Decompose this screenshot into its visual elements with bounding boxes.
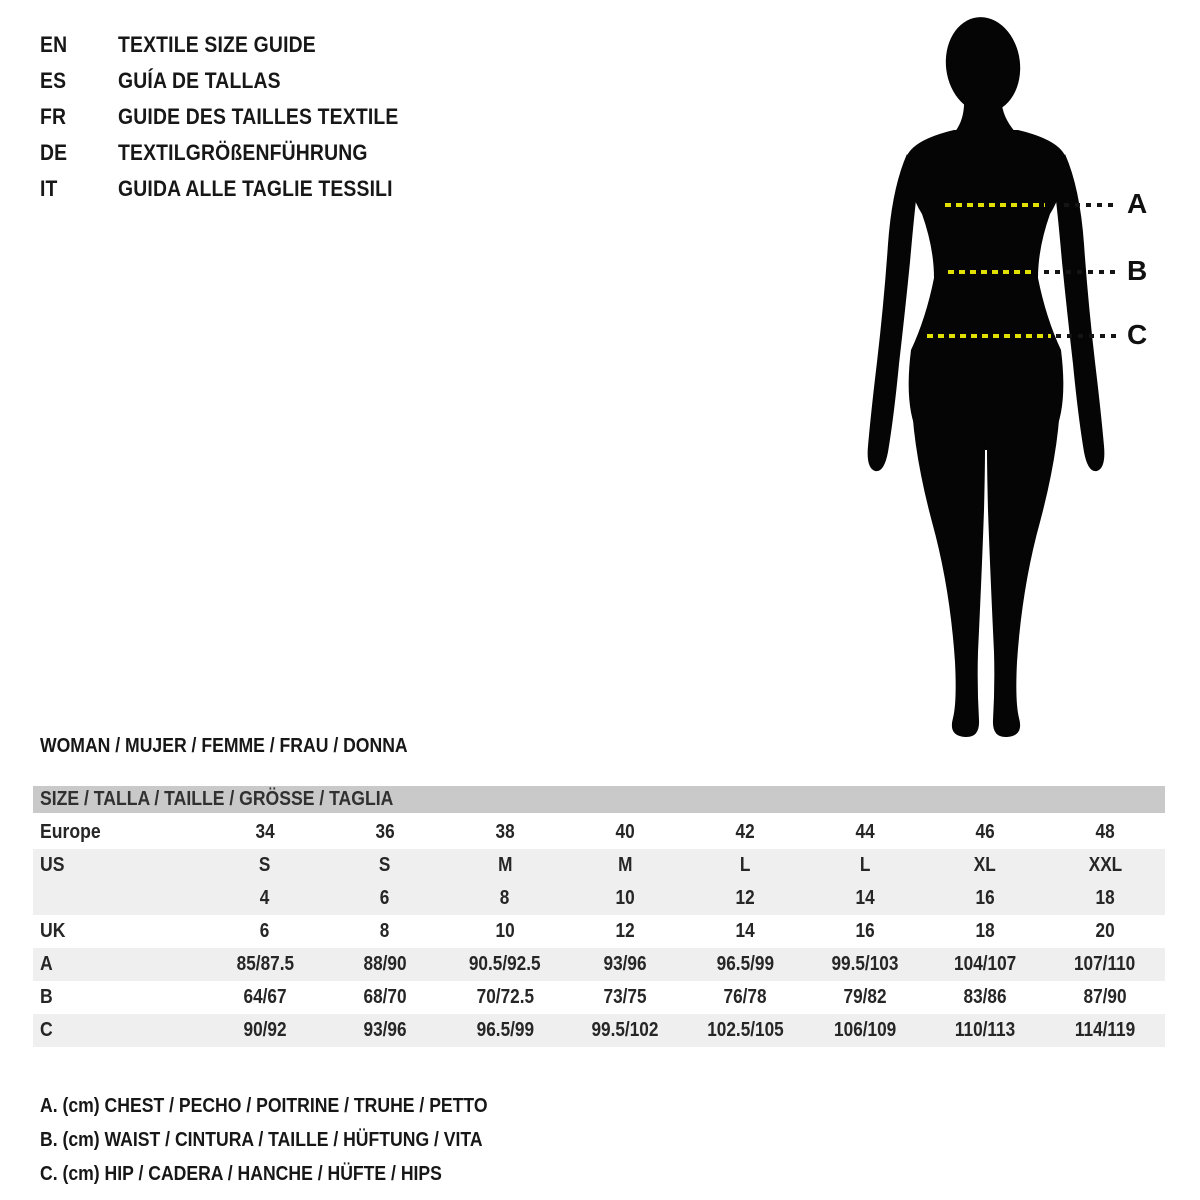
size-cell-text: 48 bbox=[1095, 821, 1115, 843]
language-label: GUIDA ALLE TAGLIE TESSILI bbox=[118, 176, 393, 201]
language-title-list bbox=[40, 27, 437, 207]
language-label: GUIDE DES TAILLES TEXTILE bbox=[118, 104, 399, 129]
size-table-row bbox=[33, 1014, 1165, 1047]
chest-callout-dots bbox=[1064, 203, 1116, 207]
size-cell-text: 12 bbox=[735, 887, 755, 909]
size-cell bbox=[445, 981, 565, 1014]
size-cell-text: 106/109 bbox=[833, 1019, 897, 1041]
measurement-line-waist bbox=[0, 255, 1200, 286]
size-row-label bbox=[33, 948, 205, 981]
size-cell-text: 8 bbox=[380, 920, 390, 942]
size-cell bbox=[925, 1014, 1045, 1047]
language-code: IT bbox=[40, 176, 58, 201]
size-cell-text: 90.5/92.5 bbox=[469, 953, 541, 975]
size-row-label bbox=[33, 816, 205, 849]
size-cell bbox=[325, 882, 445, 915]
size-cell bbox=[685, 948, 805, 981]
woman-silhouette-figure bbox=[850, 8, 1118, 738]
size-cell bbox=[805, 981, 925, 1014]
legend-item-text: A. (cm) CHEST / PECHO / POITRINE / TRUHE / PETTO bbox=[40, 1095, 488, 1117]
size-cell-text: 18 bbox=[1095, 887, 1115, 909]
size-cell bbox=[925, 816, 1045, 849]
size-cell bbox=[1045, 1014, 1165, 1047]
size-cell bbox=[925, 849, 1045, 882]
language-item bbox=[40, 99, 437, 135]
language-code: ES bbox=[40, 68, 67, 93]
language-label: TEXTILGRÖßENFÜHRUNG bbox=[118, 140, 368, 165]
size-cell-text: 96.5/99 bbox=[716, 953, 774, 975]
size-cell bbox=[1045, 849, 1165, 882]
size-cell bbox=[805, 882, 925, 915]
size-cell-text: 36 bbox=[375, 821, 395, 843]
size-cell bbox=[685, 981, 805, 1014]
size-cell-text: 79/82 bbox=[843, 986, 887, 1008]
silhouette-right-leg bbox=[987, 368, 1061, 737]
size-cell-text: M bbox=[497, 854, 513, 876]
size-cell-text: 6 bbox=[380, 887, 390, 909]
size-table-row bbox=[33, 981, 1165, 1014]
size-cell-text: 99.5/103 bbox=[831, 953, 899, 975]
silhouette-left-arm bbox=[868, 154, 917, 471]
size-cell-text: 16 bbox=[855, 920, 875, 942]
size-cell-text: 90/92 bbox=[243, 1019, 287, 1041]
size-cell-text: 87/90 bbox=[1083, 986, 1127, 1008]
size-cell bbox=[1045, 981, 1165, 1014]
size-cell bbox=[1045, 816, 1165, 849]
size-cell-text: 110/113 bbox=[954, 1019, 1016, 1041]
size-cell bbox=[565, 948, 685, 981]
size-cell bbox=[445, 816, 565, 849]
size-cell-text: 4 bbox=[260, 887, 270, 909]
measurement-line-hip bbox=[0, 319, 1200, 350]
size-cell bbox=[325, 816, 445, 849]
marker-label-c: C bbox=[1127, 319, 1148, 350]
language-label: GUÍA DE TALLAS bbox=[118, 68, 281, 93]
size-cell-text: 64/67 bbox=[243, 986, 287, 1008]
size-table-row bbox=[33, 948, 1165, 981]
size-cell bbox=[685, 849, 805, 882]
size-row-label-text: UK bbox=[40, 920, 66, 942]
size-cell-text: XL bbox=[974, 854, 996, 876]
size-table-header-text: SIZE / TALLA / TAILLE / GRÖSSE / TAGLIA bbox=[40, 788, 394, 810]
marker-label-b: B bbox=[1127, 255, 1148, 286]
size-cell bbox=[325, 948, 445, 981]
size-cell-text: 18 bbox=[975, 920, 995, 942]
size-cell bbox=[445, 1014, 565, 1047]
size-cell-text: 93/96 bbox=[603, 953, 647, 975]
size-row-label-text: C bbox=[40, 1019, 53, 1041]
size-cell bbox=[445, 849, 565, 882]
hip-dashed-line bbox=[927, 334, 1051, 338]
size-cell-text: 42 bbox=[735, 821, 755, 843]
size-table-body bbox=[33, 816, 1165, 1047]
size-cell bbox=[565, 882, 685, 915]
language-item bbox=[40, 171, 437, 207]
size-cell bbox=[805, 1014, 925, 1047]
size-cell-text: 34 bbox=[255, 821, 275, 843]
gender-title-text: WOMAN / MUJER / FEMME / FRAU / DONNA bbox=[40, 735, 408, 757]
size-row-label-text: Europe bbox=[40, 821, 101, 843]
size-cell bbox=[685, 816, 805, 849]
size-cell-text: XXL bbox=[1088, 854, 1122, 876]
size-cell-text: 16 bbox=[975, 887, 995, 909]
size-row-label bbox=[33, 1014, 205, 1047]
language-label: TEXTILE SIZE GUIDE bbox=[118, 32, 316, 57]
legend-item bbox=[40, 1089, 549, 1123]
size-cell-text: 83/86 bbox=[963, 986, 1007, 1008]
size-cell-text: 20 bbox=[1095, 920, 1115, 942]
size-cell-text: 102.5/105 bbox=[706, 1019, 784, 1041]
size-cell bbox=[565, 816, 685, 849]
size-cell bbox=[205, 915, 325, 948]
size-cell-text: 104/107 bbox=[953, 953, 1017, 975]
size-cell-text: 14 bbox=[855, 887, 875, 909]
size-cell bbox=[805, 915, 925, 948]
size-cell bbox=[205, 816, 325, 849]
size-table-row bbox=[33, 882, 1165, 915]
size-cell bbox=[1045, 948, 1165, 981]
size-cell-text: 10 bbox=[495, 920, 515, 942]
size-cell bbox=[565, 915, 685, 948]
size-cell bbox=[325, 915, 445, 948]
language-item bbox=[40, 135, 437, 171]
size-cell bbox=[805, 948, 925, 981]
size-cell bbox=[325, 849, 445, 882]
size-table-row bbox=[33, 849, 1165, 882]
size-cell bbox=[565, 981, 685, 1014]
silhouette-right-arm bbox=[1055, 154, 1104, 471]
silhouette-left-leg bbox=[911, 368, 985, 737]
size-cell bbox=[325, 981, 445, 1014]
size-cell bbox=[685, 882, 805, 915]
size-cell-text: 93/96 bbox=[363, 1019, 407, 1041]
size-cell-text: 114/119 bbox=[1074, 1019, 1136, 1041]
gender-title bbox=[40, 735, 458, 758]
chest-dashed-line bbox=[945, 203, 1045, 207]
measurement-legend bbox=[40, 1089, 549, 1191]
size-cell bbox=[925, 915, 1045, 948]
size-row-label bbox=[33, 882, 205, 915]
size-cell-text: M bbox=[617, 854, 633, 876]
size-cell-text: 76/78 bbox=[723, 986, 767, 1008]
size-cell bbox=[685, 915, 805, 948]
size-cell bbox=[925, 948, 1045, 981]
size-cell bbox=[925, 882, 1045, 915]
legend-item bbox=[40, 1157, 549, 1191]
language-item bbox=[40, 27, 437, 63]
size-cell-text: 73/75 bbox=[603, 986, 647, 1008]
size-cell-text: 8 bbox=[500, 887, 510, 909]
size-row-label bbox=[33, 915, 205, 948]
language-code: DE bbox=[40, 140, 68, 165]
size-cell bbox=[445, 948, 565, 981]
size-cell bbox=[925, 981, 1045, 1014]
size-cell bbox=[445, 882, 565, 915]
language-code: FR bbox=[40, 104, 67, 129]
waist-dashed-line bbox=[948, 270, 1034, 274]
size-table-row bbox=[33, 816, 1165, 849]
size-cell-text: L bbox=[739, 854, 751, 876]
size-cell bbox=[1045, 882, 1165, 915]
size-cell bbox=[565, 849, 685, 882]
size-cell-text: 70/72.5 bbox=[476, 986, 534, 1008]
size-row-label-text: B bbox=[40, 986, 53, 1008]
size-cell-text: 68/70 bbox=[363, 986, 407, 1008]
waist-callout-dots bbox=[1044, 270, 1116, 274]
size-cell-text: 46 bbox=[975, 821, 995, 843]
size-cell bbox=[1045, 915, 1165, 948]
size-row-label bbox=[33, 849, 205, 882]
marker-label-a: A bbox=[1127, 188, 1148, 219]
hip-callout-dots bbox=[1056, 334, 1116, 338]
size-cell-text: S bbox=[259, 854, 271, 876]
size-cell bbox=[805, 849, 925, 882]
size-cell-text: 10 bbox=[615, 887, 635, 909]
size-cell bbox=[805, 816, 925, 849]
size-cell-text: 38 bbox=[495, 821, 515, 843]
size-cell bbox=[205, 948, 325, 981]
size-cell bbox=[685, 1014, 805, 1047]
size-cell bbox=[205, 1014, 325, 1047]
size-cell bbox=[565, 1014, 685, 1047]
size-cell-text: 12 bbox=[615, 920, 635, 942]
size-cell-text: 44 bbox=[855, 821, 875, 843]
size-cell-text: S bbox=[379, 854, 391, 876]
size-cell-text: 88/90 bbox=[363, 953, 407, 975]
size-cell-text: 107/110 bbox=[1074, 953, 1136, 975]
legend-item-text: B. (cm) WAIST / CINTURA / TAILLE / HÜFTUNG / VITA bbox=[40, 1129, 483, 1151]
size-cell-text: 40 bbox=[615, 821, 635, 843]
size-table bbox=[33, 786, 1165, 1047]
language-code: EN bbox=[40, 32, 68, 57]
size-cell-text: 85/87.5 bbox=[236, 953, 294, 975]
size-row-label-text: US bbox=[40, 854, 65, 876]
size-cell-text: 99.5/102 bbox=[591, 1019, 659, 1041]
legend-item-text: C. (cm) HIP / CADERA / HANCHE / HÜFTE / HIPS bbox=[40, 1163, 442, 1185]
size-cell bbox=[205, 981, 325, 1014]
size-row-label bbox=[33, 981, 205, 1014]
size-cell-text: L bbox=[859, 854, 871, 876]
size-cell bbox=[445, 915, 565, 948]
size-cell bbox=[205, 849, 325, 882]
size-cell bbox=[205, 882, 325, 915]
size-cell bbox=[325, 1014, 445, 1047]
size-cell-text: 6 bbox=[260, 920, 270, 942]
language-item bbox=[40, 63, 437, 99]
size-cell-text: 96.5/99 bbox=[476, 1019, 534, 1041]
size-cell-text: 14 bbox=[735, 920, 755, 942]
size-table-header bbox=[33, 786, 1165, 813]
legend-item bbox=[40, 1123, 549, 1157]
size-table-row bbox=[33, 915, 1165, 948]
size-row-label-text: A bbox=[40, 953, 53, 975]
